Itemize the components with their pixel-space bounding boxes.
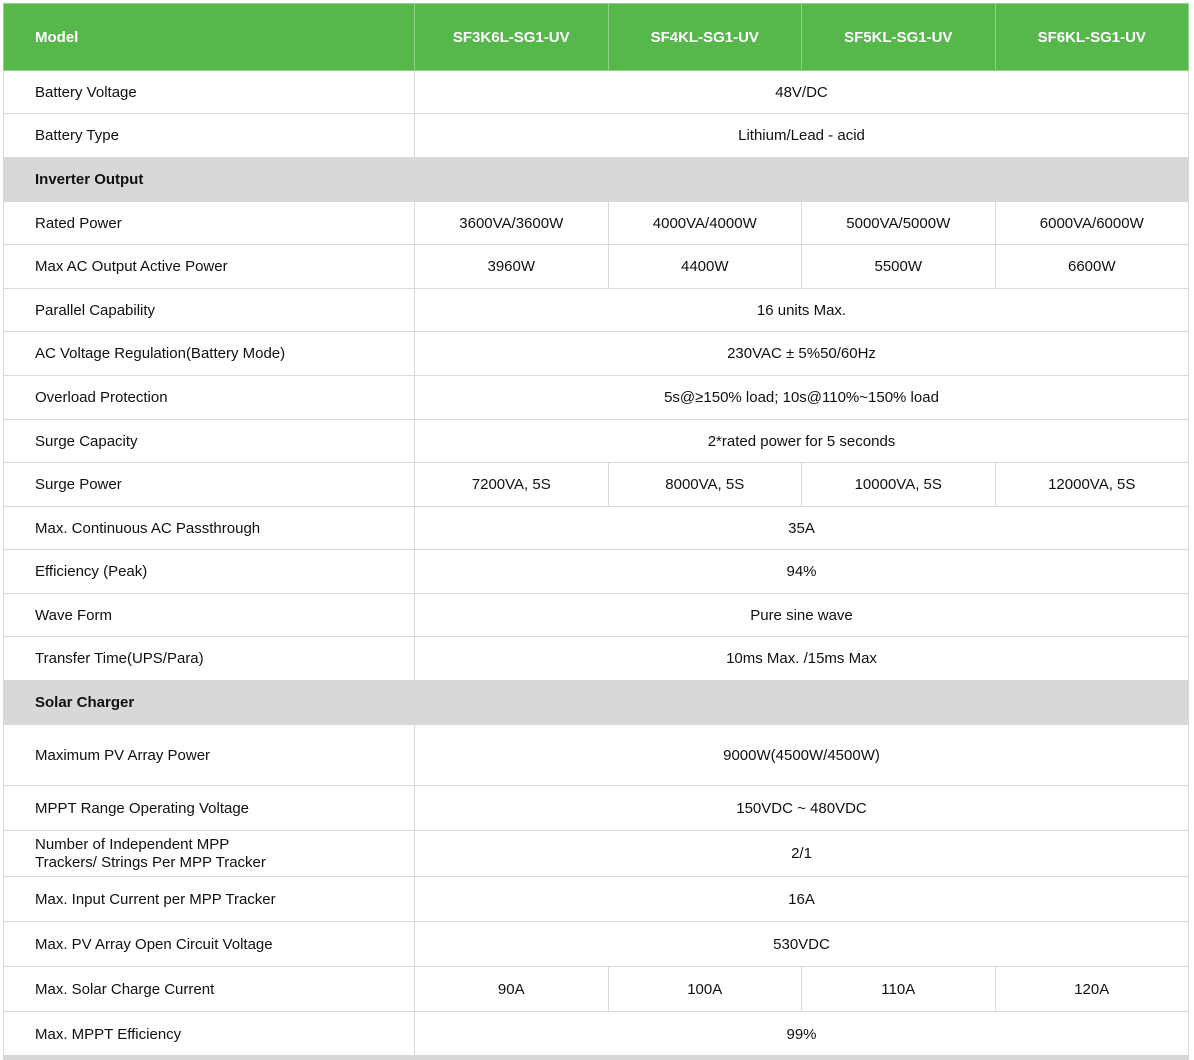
spec-label: Battery Voltage	[4, 71, 415, 114]
model-header-label: Model	[4, 4, 415, 71]
section-title: Inverter Output	[4, 158, 1189, 202]
spec-value: 16 units Max.	[415, 289, 1189, 332]
table-header	[4, 4, 1189, 71]
spec-value: 10ms Max. /15ms Max	[415, 637, 1189, 681]
spec-value: Pure sine wave	[415, 594, 1189, 637]
spec-label: Surge Power	[4, 463, 415, 507]
spec-value: 5500W	[802, 245, 996, 289]
spec-table-container	[3, 3, 1189, 1057]
spec-label: Max. Continuous AC Passthrough	[4, 507, 415, 550]
spec-value: 90A	[415, 967, 609, 1012]
table-row	[4, 877, 1189, 922]
spec-label: AC Voltage Regulation(Battery Mode)	[4, 332, 415, 376]
table-row	[4, 725, 1189, 786]
spec-label: Max. Solar Charge Current	[4, 967, 415, 1012]
spec-value: 4000VA/4000W	[608, 202, 802, 245]
spec-value: 5000VA/5000W	[802, 202, 996, 245]
spec-label: Max. PV Array Open Circuit Voltage	[4, 922, 415, 967]
spec-label: Number of Independent MPP Trackers/ Strings Per MPP Tracker	[4, 831, 415, 877]
model-column-header: SF3K6L-SG1-UV	[415, 4, 609, 71]
table-row	[4, 594, 1189, 637]
spec-label: Efficiency (Peak)	[4, 550, 415, 594]
table-row	[4, 507, 1189, 550]
table-row	[4, 831, 1189, 877]
model-column-header: SF6KL-SG1-UV	[995, 4, 1189, 71]
table-row	[4, 922, 1189, 967]
spec-value: 9000W(4500W/4500W)	[415, 725, 1189, 786]
spec-label: Max AC Output Active Power	[4, 245, 415, 289]
spec-label: Max. MPPT Efficiency	[4, 1012, 415, 1057]
spec-value: 2/1	[415, 831, 1189, 877]
spec-label: Transfer Time(UPS/Para)	[4, 637, 415, 681]
spec-label: Maximum PV Array Power	[4, 725, 415, 786]
spec-label: Overload Protection	[4, 376, 415, 420]
table-row	[4, 420, 1189, 463]
table-row	[4, 550, 1189, 594]
spec-value: 2*rated power for 5 seconds	[415, 420, 1189, 463]
spec-value: 48V/DC	[415, 71, 1189, 114]
table-row	[4, 967, 1189, 1012]
model-column-header: SF4KL-SG1-UV	[608, 4, 802, 71]
spec-label: Wave Form	[4, 594, 415, 637]
table-row	[4, 1012, 1189, 1057]
spec-value: 120A	[995, 967, 1189, 1012]
table-row	[4, 332, 1189, 376]
spec-value: 10000VA, 5S	[802, 463, 996, 507]
bottom-divider	[3, 1055, 1189, 1060]
model-column-header: SF5KL-SG1-UV	[802, 4, 996, 71]
spec-value: 530VDC	[415, 922, 1189, 967]
spec-value: 3960W	[415, 245, 609, 289]
table-row	[4, 245, 1189, 289]
table-row	[4, 71, 1189, 114]
section-row	[4, 681, 1189, 725]
table-row	[4, 289, 1189, 332]
spec-value: 99%	[415, 1012, 1189, 1057]
section-title: Solar Charger	[4, 681, 1189, 725]
spec-value: 150VDC ~ 480VDC	[415, 786, 1189, 831]
table-row	[4, 376, 1189, 420]
spec-value: 100A	[608, 967, 802, 1012]
spec-value: 5s@≥150% load; 10s@110%~150% load	[415, 376, 1189, 420]
header-row	[4, 4, 1189, 71]
spec-value: 6000VA/6000W	[995, 202, 1189, 245]
spec-value: 230VAC ± 5%50/60Hz	[415, 332, 1189, 376]
spec-label: MPPT Range Operating Voltage	[4, 786, 415, 831]
spec-value: 3600VA/3600W	[415, 202, 609, 245]
spec-value: 8000VA, 5S	[608, 463, 802, 507]
table-row	[4, 463, 1189, 507]
spec-label: Max. Input Current per MPP Tracker	[4, 877, 415, 922]
spec-value: 16A	[415, 877, 1189, 922]
table-body	[4, 71, 1189, 1057]
spec-value: 110A	[802, 967, 996, 1012]
spec-value: Lithium/Lead - acid	[415, 114, 1189, 158]
spec-value: 6600W	[995, 245, 1189, 289]
section-row	[4, 158, 1189, 202]
spec-label: Parallel Capability	[4, 289, 415, 332]
table-row	[4, 637, 1189, 681]
spec-label: Battery Type	[4, 114, 415, 158]
spec-value: 35A	[415, 507, 1189, 550]
table-row	[4, 114, 1189, 158]
spec-value: 12000VA, 5S	[995, 463, 1189, 507]
spec-label: Surge Capacity	[4, 420, 415, 463]
table-row	[4, 786, 1189, 831]
spec-value: 94%	[415, 550, 1189, 594]
spec-value: 7200VA, 5S	[415, 463, 609, 507]
spec-value: 4400W	[608, 245, 802, 289]
spec-table	[3, 3, 1189, 1057]
spec-label: Rated Power	[4, 202, 415, 245]
table-row	[4, 202, 1189, 245]
